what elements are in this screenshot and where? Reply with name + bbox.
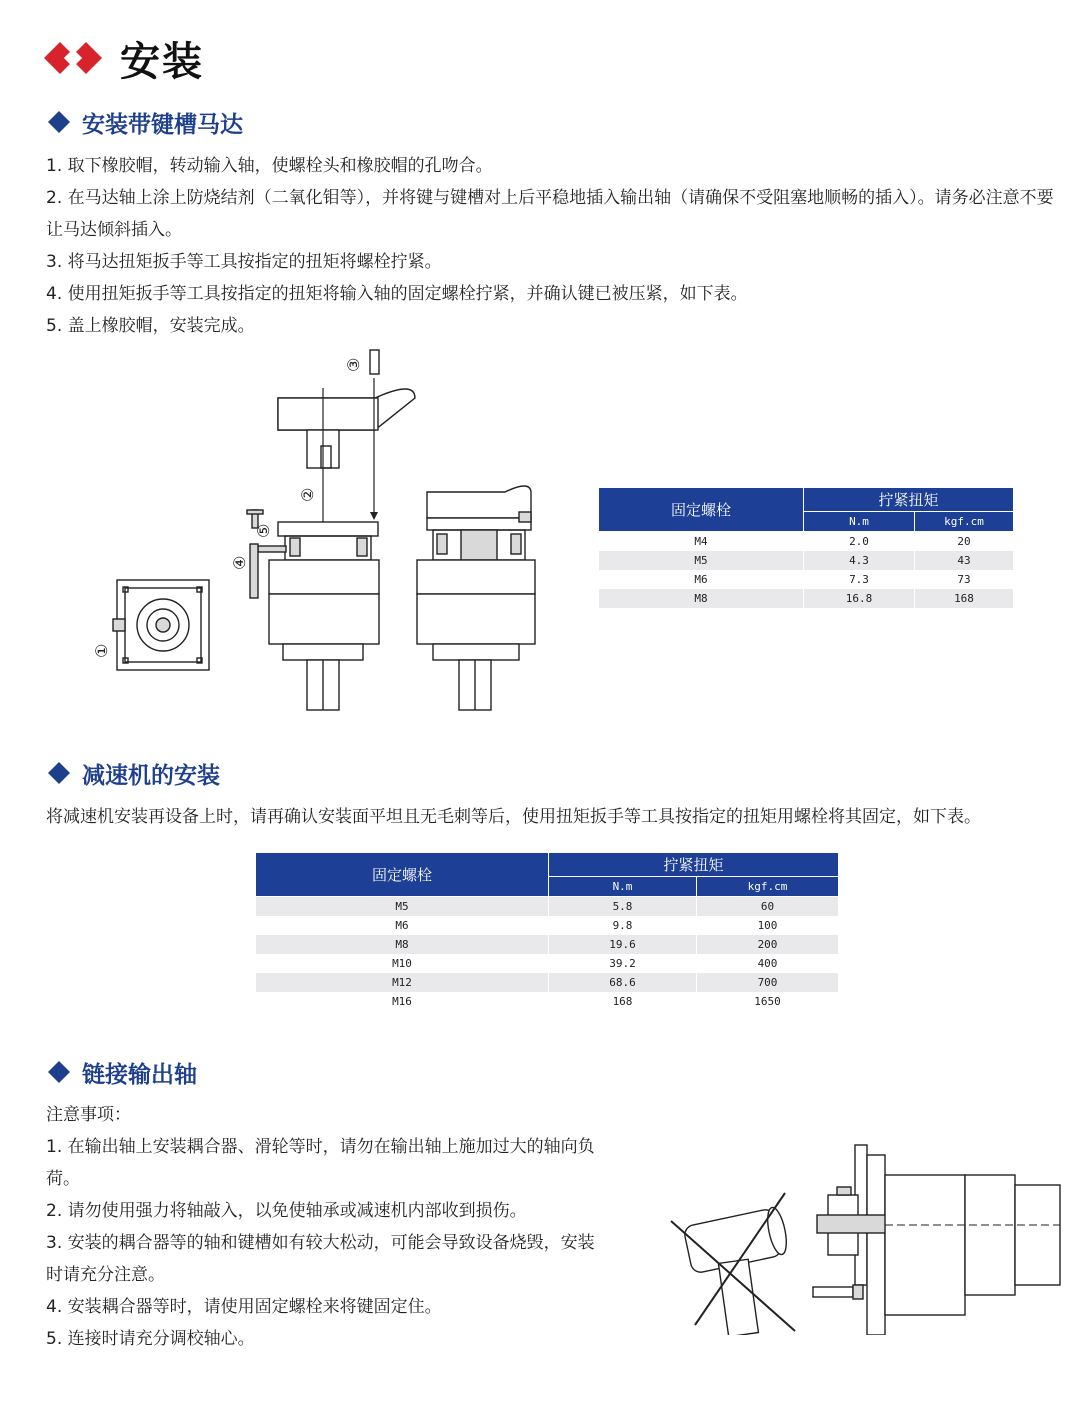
cell-nm: 68.6 [549, 973, 697, 992]
cell-nm: 2.0 [804, 532, 915, 552]
hammer-crossed-out [671, 1193, 795, 1335]
note-item: 2. 请勿使用强力将轴敲入，以免使轴承或减速机内部收到损伤。 [46, 1201, 527, 1221]
cell-nm: 9.8 [549, 916, 697, 935]
note-item: 4. 安装耦合器等时，请使用固定螺栓来将键固定住。 [46, 1297, 442, 1317]
cell-nm: 39.2 [549, 954, 697, 973]
cell-bolt: M16 [256, 992, 549, 1011]
table-row [256, 935, 839, 954]
section-title-output-shaft: 链接输出轴 [82, 1062, 197, 1088]
cell-kgf: 200 [697, 935, 839, 954]
motor-body [278, 389, 415, 468]
bolt-icon [370, 350, 379, 374]
coupling-diagram [665, 1135, 1065, 1335]
table-row [256, 992, 839, 1011]
note-item: 1. 在输出轴上安装耦合器、滑轮等时，请勿在输出轴上施加过大的轴向负荷。 [46, 1137, 595, 1189]
unit-nm: N.m [804, 512, 915, 532]
table-row [599, 532, 1014, 552]
page-title: 安装 [120, 39, 204, 85]
step-item: 5. 盖上橡胶帽，安装完成。 [46, 316, 255, 336]
output-shaft-notes [46, 1099, 611, 1355]
cell-kgf: 100 [697, 916, 839, 935]
callout-1: ① [92, 643, 111, 658]
section-diamond-icon [48, 1061, 70, 1083]
brand-logo-icon [44, 38, 102, 78]
cell-kgf: 20 [915, 532, 1014, 552]
table-row [256, 954, 839, 973]
reducer-assembly-left [247, 510, 379, 710]
cell-kgf: 60 [697, 897, 839, 917]
note-item: 5. 连接时请充分调校轴心。 [46, 1329, 255, 1349]
step-item: 2. 在马达轴上涂上防烧结剂（二氧化钼等），并将键与键槽对上后平稳地插入输出轴（请确保不受阻塞地顺畅的插入）。请务必注意不要让马达倾斜插入。 [46, 188, 1054, 240]
cell-bolt: M12 [256, 973, 549, 992]
callout-2: ② [298, 487, 317, 502]
unit-nm: N.m [549, 877, 697, 897]
table-row [256, 897, 839, 917]
cell-bolt: M10 [256, 954, 549, 973]
section-title-reducer-install: 减速机的安装 [82, 763, 220, 789]
callout-3: ③ [344, 357, 363, 372]
cell-bolt: M6 [256, 916, 549, 935]
cell-bolt: M4 [599, 532, 804, 552]
cell-kgf: 73 [915, 570, 1014, 589]
cell-nm: 16.8 [804, 589, 915, 608]
cell-nm: 168 [549, 992, 697, 1011]
cell-bolt: M8 [256, 935, 549, 954]
cell-nm: 7.3 [804, 570, 915, 589]
col-header-bolt: 固定螺栓 [256, 853, 549, 897]
torque-table-reducer [255, 852, 839, 1011]
callout-5: ⑤ [254, 523, 273, 538]
notes-intro: 注意事项： [46, 1105, 131, 1125]
cell-bolt: M6 [599, 570, 804, 589]
cell-bolt: M5 [256, 897, 549, 917]
front-view-flange [113, 580, 209, 670]
section-diamond-icon [48, 111, 70, 133]
cell-nm: 4.3 [804, 551, 915, 570]
coupling-and-reducer [813, 1145, 1060, 1335]
section-title-install-motor: 安装带键槽马达 [82, 112, 243, 138]
callout-4: ④ [230, 555, 249, 570]
cell-bolt: M5 [599, 551, 804, 570]
cell-nm: 5.8 [549, 897, 697, 917]
col-header-torque: 拧紧扭矩 [804, 488, 1014, 512]
col-header-bolt: 固定螺栓 [599, 488, 804, 532]
step-item: 4. 使用扭矩扳手等工具按指定的扭矩将输入轴的固定螺栓拧紧，并确认键已被压紧，如下表。 [46, 284, 748, 304]
cell-kgf: 43 [915, 551, 1014, 570]
cell-bolt: M8 [599, 589, 804, 608]
cell-kgf: 400 [697, 954, 839, 973]
unit-kgf: kgf.cm [697, 877, 839, 897]
section-diamond-icon [48, 762, 70, 784]
note-item: 3. 安装的耦合器等的轴和键槽如有较大松动，可能会导致设备烧毁，安装时请充分注意。 [46, 1233, 595, 1285]
cell-kgf: 700 [697, 973, 839, 992]
cell-kgf: 1650 [697, 992, 839, 1011]
unit-kgf: kgf.cm [915, 512, 1014, 532]
table-row [599, 589, 1014, 608]
motor-install-diagram [85, 340, 555, 720]
cell-kgf: 168 [915, 589, 1014, 608]
cell-nm: 19.6 [549, 935, 697, 954]
torque-table-motor [598, 487, 1014, 608]
col-header-torque: 拧紧扭矩 [549, 853, 839, 877]
table-row [256, 916, 839, 935]
table-row [256, 973, 839, 992]
reducer-assembly-right [417, 486, 535, 710]
reducer-install-text: 将减速机安装再设备上时，请再确认安装面平坦且无毛刺等后，使用扭矩扳手等工具按指定的扭矩用螺栓将其固定，如下表。 [46, 807, 981, 827]
step-item: 1. 取下橡胶帽，转动输入轴，使螺栓头和橡胶帽的孔吻合。 [46, 156, 493, 176]
table-row [599, 570, 1014, 589]
table-row [599, 551, 1014, 570]
step-item: 3. 将马达扭矩扳手等工具按指定的扭矩将螺栓拧紧。 [46, 252, 442, 272]
install-steps [46, 150, 1056, 342]
